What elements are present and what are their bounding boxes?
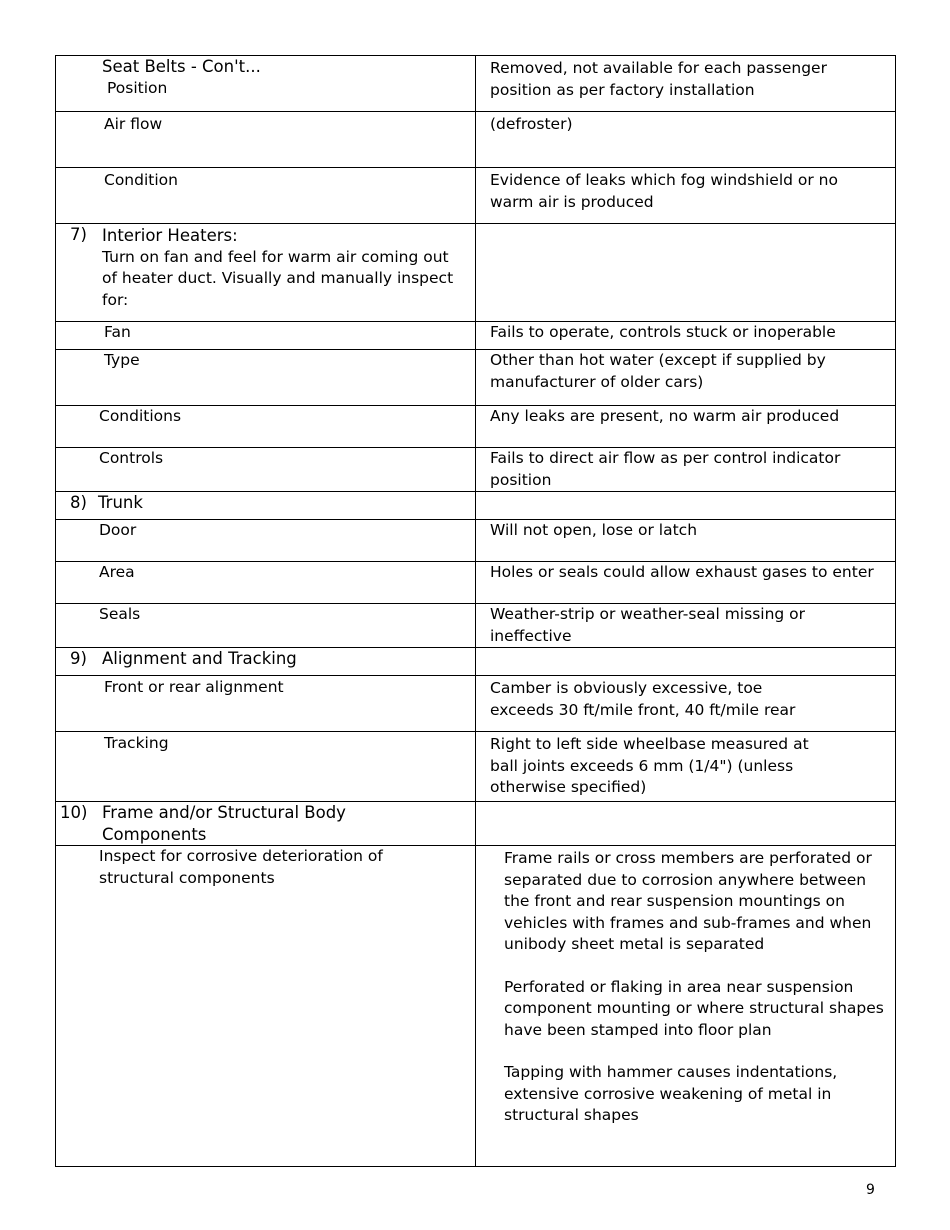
- item-label: Area: [99, 563, 135, 581]
- table-row: [56, 224, 896, 322]
- criteria-cell: [56, 562, 476, 604]
- rejection-cell: Fails to direct air flow as per control indicator position: [476, 448, 896, 492]
- criteria-cell: [56, 322, 476, 350]
- criteria-cell: [56, 604, 476, 648]
- rejection-paragraph: Tapping with hammer causes indentations, extensive corrosive weakening of metal in structural shapes: [504, 1063, 838, 1124]
- item-label: Tracking: [104, 734, 169, 752]
- rejection-cell: Evidence of leaks which fog windshield or no warm air is produced: [476, 168, 896, 224]
- item-label: Inspect for corrosive deterioration of structural components: [99, 847, 383, 887]
- criteria-cell: [56, 520, 476, 562]
- table-row: [56, 406, 896, 448]
- table-row: [56, 676, 896, 732]
- rejection-cell: [476, 802, 896, 846]
- item-label: Controls: [99, 449, 164, 467]
- table-row: [56, 604, 896, 648]
- item-label: Seals: [99, 605, 141, 623]
- item-label: Door: [99, 521, 137, 539]
- table-row: [56, 562, 896, 604]
- section-heading: Trunk: [98, 493, 143, 512]
- rejection-cell: [476, 492, 896, 520]
- criteria-cell: [56, 492, 476, 520]
- page-number: 9: [866, 1182, 875, 1198]
- rejection-cell: Other than hot water (except if supplied by manufacturer of older cars): [476, 350, 896, 406]
- criteria-cell: [56, 676, 476, 732]
- table-row: [56, 168, 896, 224]
- table-row: [56, 448, 896, 492]
- rejection-cell: [476, 846, 896, 1167]
- rejection-cell: Right to left side wheelbase measured at ball joints exceeds 6 mm (1/4") (unless otherwise specified): [476, 732, 896, 802]
- criteria-cell: [56, 406, 476, 448]
- rejection-cell: Weather-strip or weather-seal missing or ineffective: [476, 604, 896, 648]
- section-number: 8): [70, 493, 87, 512]
- section-heading: Frame and/or Structural Body Components: [102, 803, 346, 844]
- table-row: [56, 520, 896, 562]
- table-row: [56, 322, 896, 350]
- rejection-cell: Any leaks are present, no warm air produced: [476, 406, 896, 448]
- table-row: [56, 492, 896, 520]
- section-heading: Alignment and Tracking: [102, 649, 297, 668]
- rejection-cell: [476, 648, 896, 676]
- item-label: Position: [107, 78, 168, 97]
- section-number: 9): [70, 649, 87, 668]
- rejection-cell: Holes or seals could allow exhaust gases to enter: [476, 562, 896, 604]
- section-description: Turn on fan and feel for warm air coming out of heater duct. Visually and manually inspect for:: [102, 247, 454, 309]
- table-row: [56, 648, 896, 676]
- table-row: [56, 846, 896, 1167]
- rejection-cell: Fails to operate, controls stuck or inoperable: [476, 322, 896, 350]
- section-heading: Seat Belts - Con't...: [102, 57, 261, 76]
- table-row: [56, 112, 896, 168]
- rejection-cell: Removed, not available for each passenger position as per factory installation: [476, 56, 896, 112]
- item-label: Conditions: [99, 407, 182, 425]
- criteria-cell: [56, 732, 476, 802]
- section-number: 7): [70, 225, 87, 244]
- table-row: [56, 732, 896, 802]
- inspection-table: [55, 55, 896, 1167]
- table-row: [56, 802, 896, 846]
- item-label: Front or rear alignment: [104, 678, 284, 696]
- item-label: Air flow: [104, 115, 163, 133]
- section-heading: Interior Heaters:: [102, 226, 238, 245]
- criteria-cell: [56, 224, 476, 322]
- item-label: Type: [104, 351, 140, 369]
- section-number: 10): [60, 803, 88, 822]
- item-label: Fan: [104, 323, 131, 341]
- rejection-cell: Will not open, lose or latch: [476, 520, 896, 562]
- rejection-cell: (defroster): [476, 112, 896, 168]
- table-row: [56, 350, 896, 406]
- criteria-cell: [56, 648, 476, 676]
- criteria-cell: [56, 802, 476, 846]
- criteria-cell: [56, 56, 476, 112]
- item-label: Condition: [104, 171, 178, 189]
- criteria-cell: [56, 112, 476, 168]
- criteria-cell: [56, 350, 476, 406]
- rejection-cell: Camber is obviously excessive, toe exceeds 30 ft/mile front, 40 ft/mile rear: [476, 676, 896, 732]
- criteria-cell: [56, 846, 476, 1167]
- rejection-cell: [476, 224, 896, 322]
- rejection-paragraph: Frame rails or cross members are perforated or separated due to corrosion anywhere between the front and rear suspension mountings on vehicles with frames and sub-frames and when unibody sheet metal is separated: [504, 849, 872, 953]
- criteria-cell: [56, 168, 476, 224]
- table-row: [56, 56, 896, 112]
- criteria-cell: [56, 448, 476, 492]
- rejection-paragraph: Perforated or flaking in area near suspension component mounting or where structural shapes have been stamped into floor plan: [504, 977, 884, 1039]
